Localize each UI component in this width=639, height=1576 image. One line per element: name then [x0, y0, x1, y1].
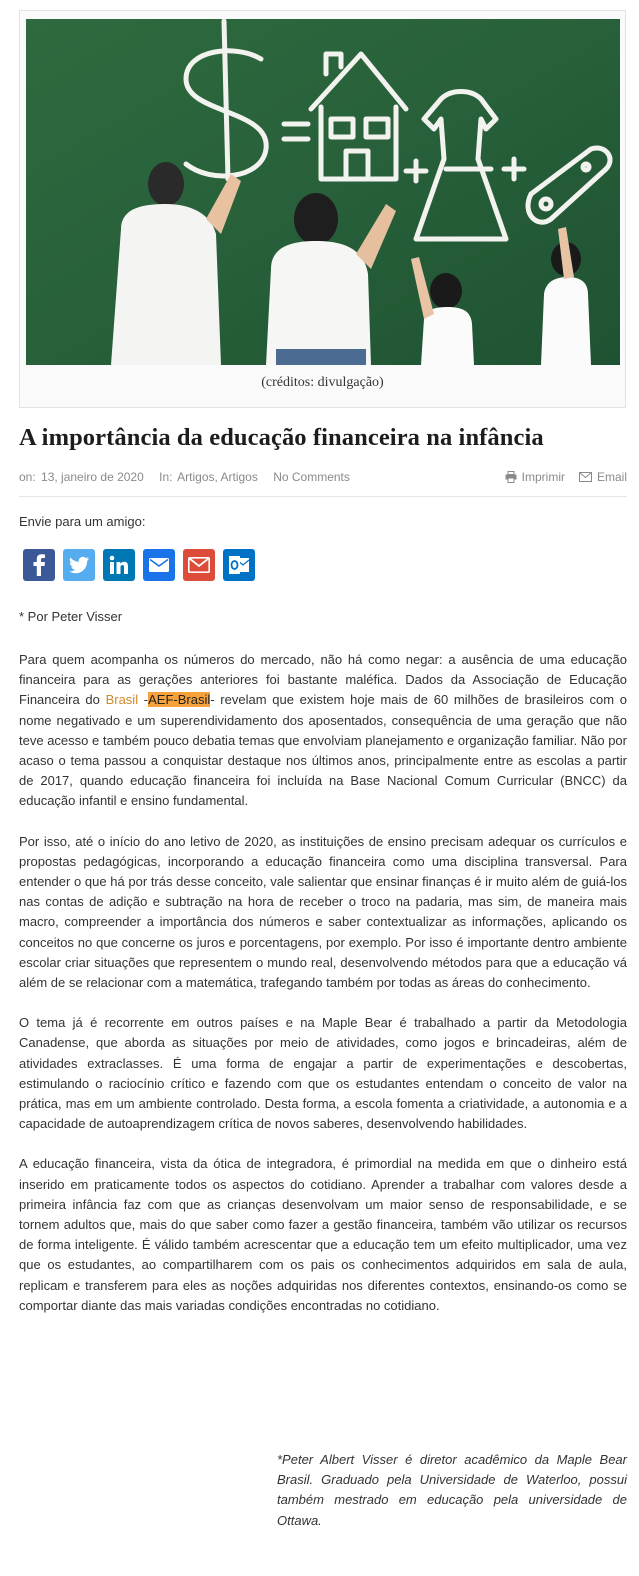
print-button[interactable] — [505, 470, 565, 484]
share-outlook-button[interactable] — [223, 549, 255, 581]
facebook-icon — [30, 554, 48, 576]
share-linkedin-button[interactable] — [103, 549, 135, 581]
categories-prefix: In: — [159, 470, 173, 484]
printer-icon — [505, 471, 517, 483]
article-author: * Por Peter Visser — [19, 609, 123, 624]
share-facebook-button[interactable] — [23, 549, 55, 581]
chalkboard-photo[interactable] — [26, 19, 620, 365]
comments-link[interactable]: No Comments — [273, 470, 350, 484]
figure-caption: (créditos: divulgação) — [261, 375, 384, 390]
paragraph-2: Por isso, até o início do ano letivo de 2020, as instituições de ensino precisam adequar os currículos e propostas pedagógicas, incorporando a educação financeira como uma disciplina transversal. Para entender o que há por trás desse conceito, vale salientar que ensinar finanças é ir muito além de guiá-los nas contas de adição e subtração na hora de receber o troco na padaria, mas sim, de maneira mais macro, compreender a importância dos números e saber contextualizar as informações, aplicando os conceitos no que concerne os juros e porcentagens, por exemplo. Por isso é importante dentro ambiente escolar criar situações que representem o mundo real, desenvolvendo métodos para que a educação vá além de se relacionar com a matemática, trafegando também por todas as áreas do conhecimento. — [19, 833, 627, 991]
gmail-icon — [188, 557, 210, 573]
share-label: Envie para um amigo: — [19, 514, 146, 529]
article-meta — [19, 470, 627, 497]
print-label: Imprimir — [521, 470, 565, 484]
author-bio: *Peter Albert Visser é diretor acadêmico da Maple Bear Brasil. Graduado pela Universidade de Waterloo, possui também mestrado em educação pela universidade de Ottawa. — [277, 1452, 627, 1528]
share-buttons — [23, 549, 255, 581]
outlook-icon — [228, 554, 250, 576]
article-body — [19, 650, 627, 1336]
paragraph-1-start: Para quem acompanha os números do mercado, não há como negar: a ausência de uma educação financeira para as gerações anteriores foi bastante maléfica. Dados da Associação de Educação Financeira do — [19, 652, 627, 708]
share-twitter-button[interactable] — [63, 549, 95, 581]
date-prefix: on: — [19, 470, 36, 484]
twitter-icon — [68, 556, 90, 574]
aef-brasil-highlight: AEF-Brasil — [148, 692, 211, 708]
post-categories[interactable]: Artigos, Artigos — [177, 470, 258, 484]
email-button[interactable] — [579, 470, 627, 484]
share-gmail-button[interactable] — [183, 549, 215, 581]
paragraph-3: O tema já é recorrente em outros países e na Maple Bear é trabalhado a partir da Metodologia Canadense, que aborda as situações por meio de atividades, como jogos e brincadeiras, além de atividades extraclasses. É uma forma de engajar a partir de experimentações e descobertas, estimulando o raciocínio crítico e fazendo com que os estudantes entendam o conceito de valor na prática, mas em um ambiente controlado. Desta forma, a escola fomenta a criatividade, a autonomia e a capacidade de autoaprendizagem crítica de novos saberes, desenvolvendo habilidades. — [19, 1015, 627, 1132]
email-label: Email — [596, 470, 627, 484]
linkedin-icon — [109, 555, 129, 575]
paragraph-1-dash: - — [138, 692, 149, 708]
post-date: 13, janeiro de 2020 — [41, 470, 144, 484]
article-title: A importância da educação financeira na infância — [19, 424, 544, 451]
article-figure — [19, 10, 626, 408]
envelope-icon — [579, 472, 592, 482]
email-icon — [149, 558, 169, 572]
share-email-button[interactable] — [143, 549, 175, 581]
brasil-link[interactable]: Brasil — [105, 692, 139, 708]
paragraph-1-end: - revelam que existem hoje mais de 60 milhões de brasileiros com o nome negativado e um superendividamento dos aposentados, consequência de uma geração que não teve acesso e também pouco debatia temas que envolviam planejamento e organização familiar. Não por acaso o tema passou a conquistar destaque nos últimos anos, principalmente entre as escolas a partir de 2017, quando educação financeira foi incluída na Base Nacional Comum Curricular (BNCC) da educação infantil e ensino fundamental. — [19, 692, 627, 809]
paragraph-4: A educação financeira, vista da ótica de integradora, é primordial na medida em que o dinheiro está inserido em praticamente todos os aspectos do cotidiano. Aprender a trabalhar com valores desde a primeira infância faz com que as crianças desenvolvam um maior senso de responsabilidade, e se tornem adultos que, mais do que saber como fazer a gestão financeira, também vão utilizar os recursos de forma inteligente. É válido também acrescentar que a educação tem um efeito multiplicador, uma vez que os estudantes, ao compartilharem com os pais os conhecimentos adquiridos em sala de aula, replicam e transferem para eles as noções adquiridas nos diferentes contextos, ensinando-os como se comportar diante das mais variadas condições encontradas no cotidiano. — [19, 1156, 627, 1313]
paragraph-1 — [19, 650, 627, 812]
